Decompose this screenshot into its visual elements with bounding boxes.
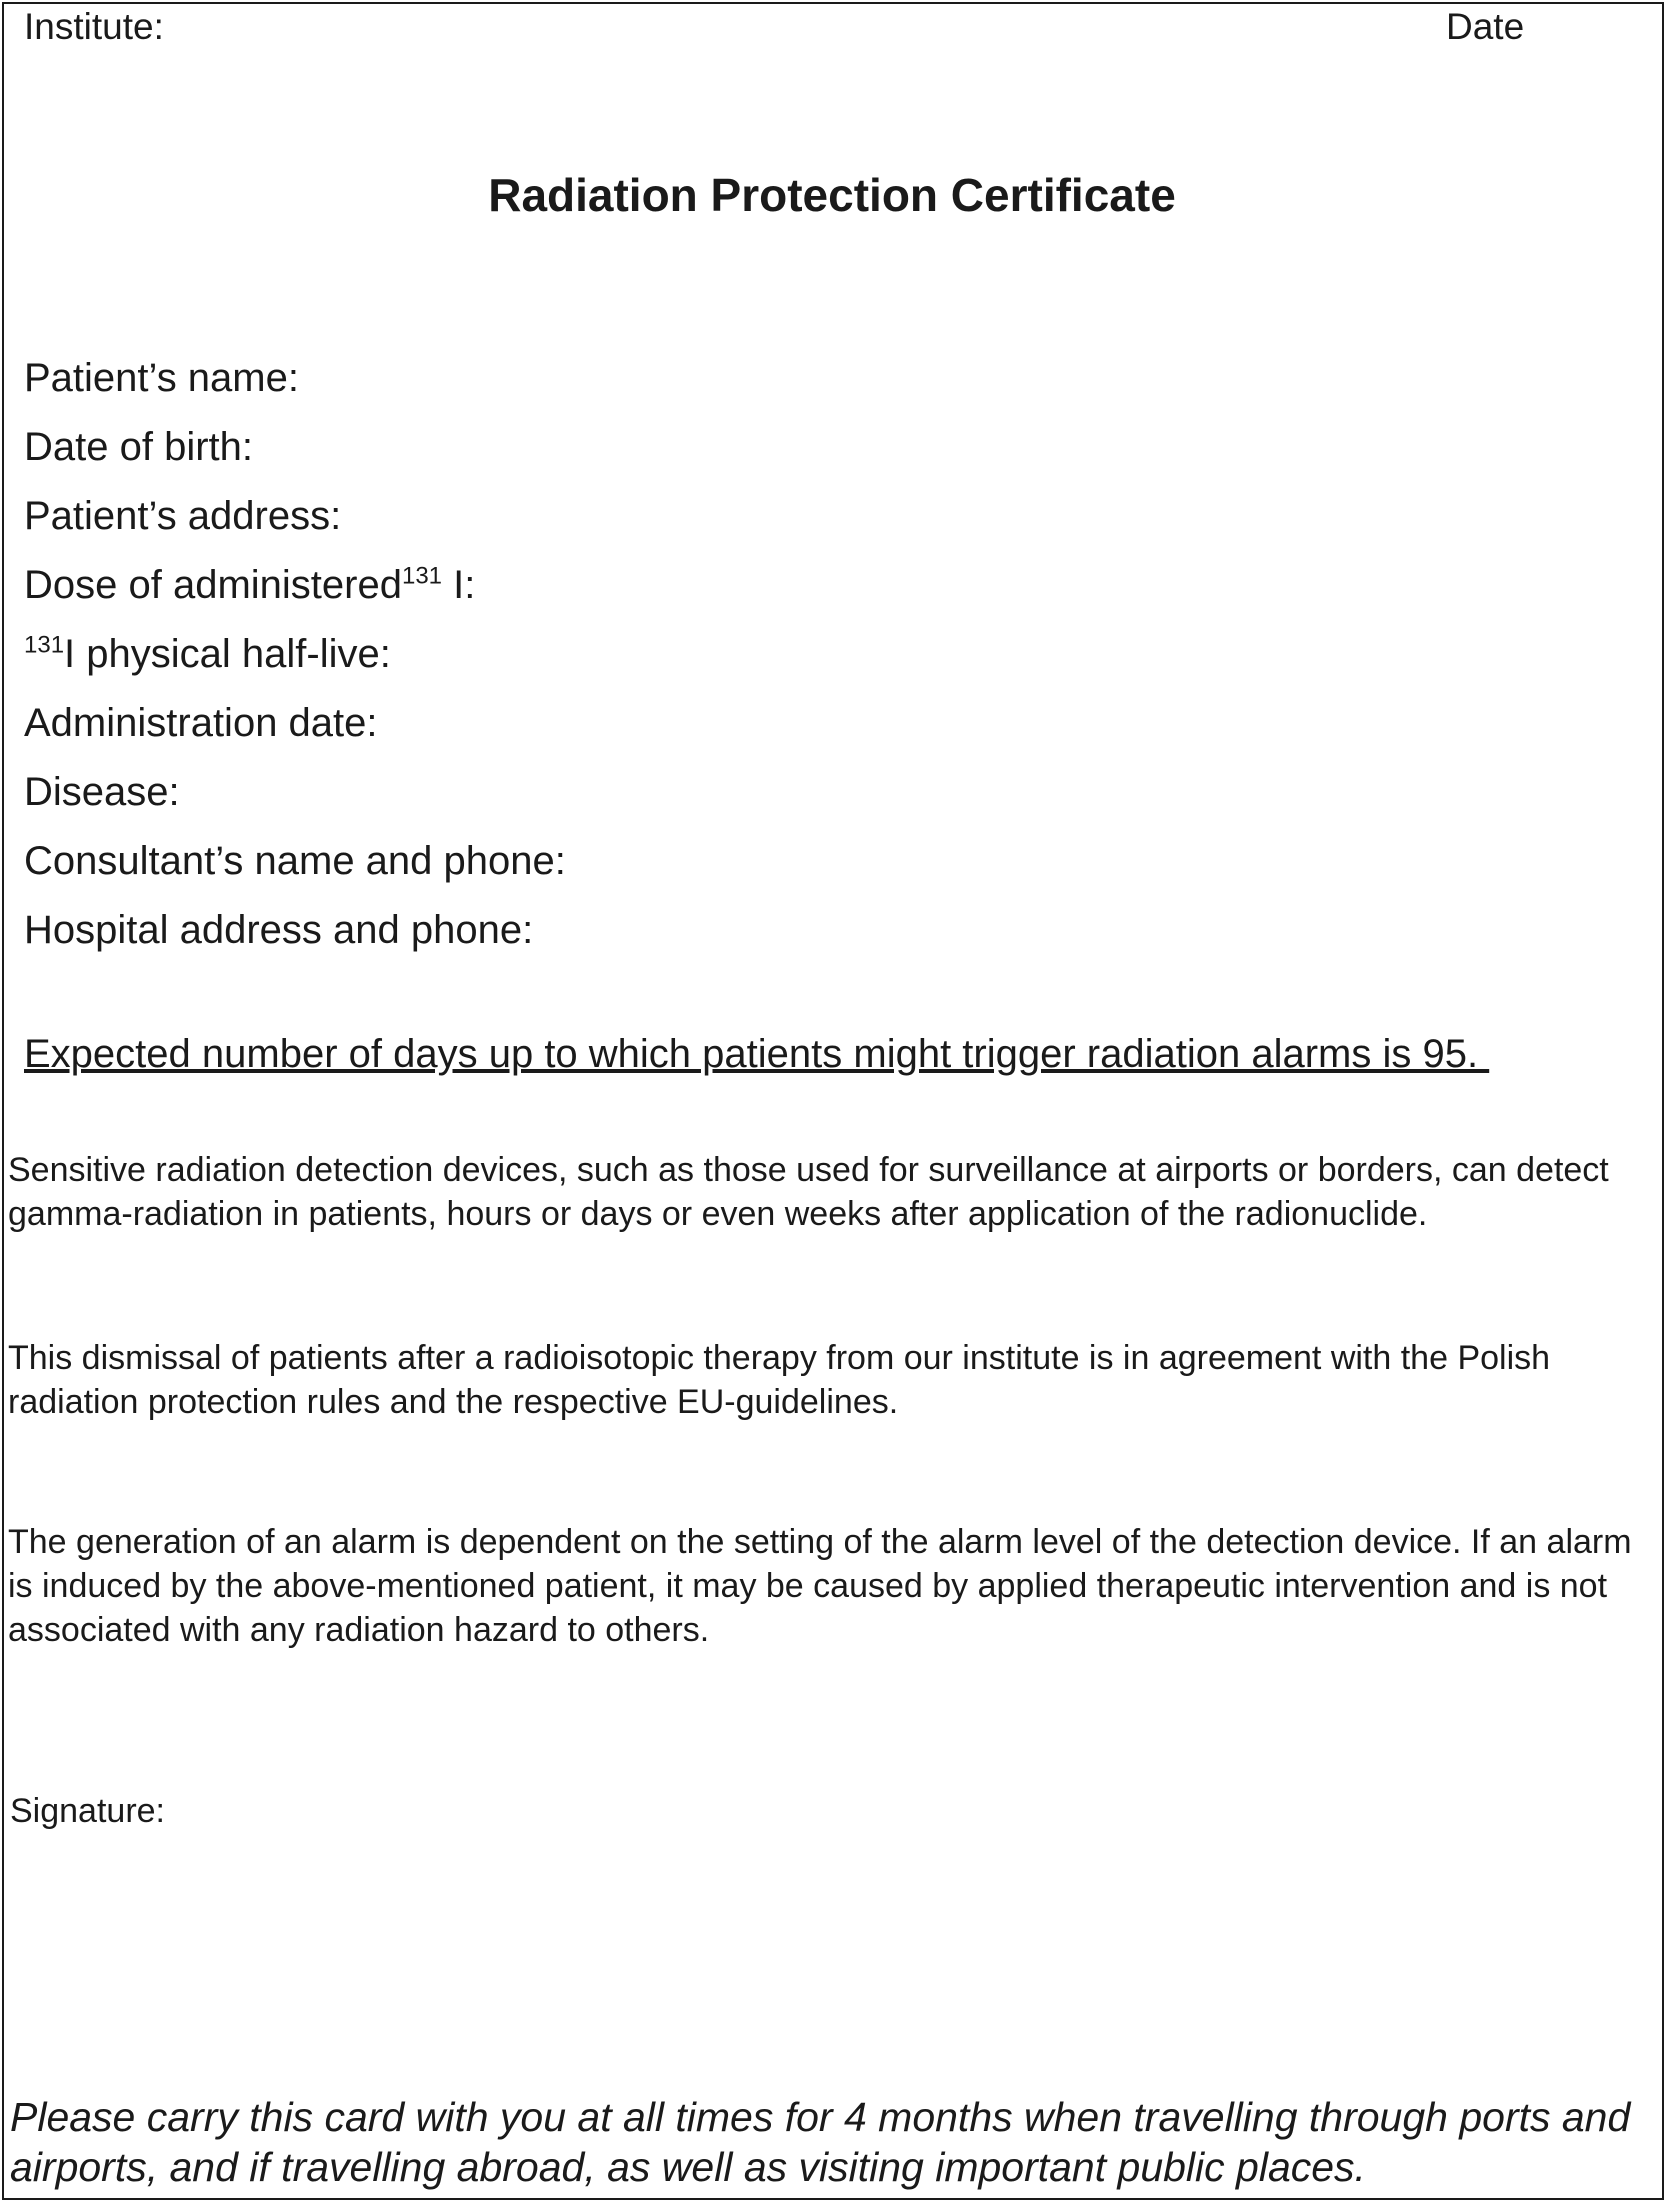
footer-note: Please carry this card with you at all times for 4 months when travelling through ports and airports, and if travelling abroad, as well as visiting important public places.	[10, 2094, 1631, 2190]
dose-field	[24, 563, 475, 608]
signature-label: Signature:	[10, 1792, 165, 1830]
patient-address-field: Patient’s address:	[24, 494, 342, 538]
disease-field: Disease:	[24, 770, 180, 814]
consultant-field: Consultant’s name and phone:	[24, 839, 566, 883]
dose-prefix: Dose of administered	[24, 563, 402, 607]
dose-isotope-superscript: 131	[401, 562, 443, 590]
half-life-isotope-superscript: 131	[24, 631, 65, 659]
alarm-generation-paragraph: The generation of an alarm is dependent on the setting of the alarm level of the detection device. If an alarm is induced by the above-mentioned patient, it may be caused by applied therapeutic intervention and is not associated with any radiation hazard to others.	[8, 1523, 1632, 1649]
hospital-field: Hospital address and phone:	[24, 908, 534, 952]
half-life-field	[24, 632, 391, 677]
dismissal-paragraph: This dismissal of patients after a radioisotopic therapy from our institute is in agreement with the Polish radiation protection rules and the respective EU-guidelines.	[8, 1339, 1551, 1421]
certificate-border	[2, 2, 1664, 2200]
alarm-notice: Expected number of days up to which patients might trigger radiation alarms is 95.	[24, 1032, 1490, 1076]
detection-paragraph: Sensitive radiation detection devices, such as those used for surveillance at airports or borders, can detect gamma-radiation in patients, hours or days or even weeks after application of the radionuclide.	[8, 1151, 1609, 1233]
date-of-birth-field: Date of birth:	[24, 425, 254, 469]
page-title: Radiation Protection Certificate	[488, 169, 1176, 221]
institute-label: Institute:	[24, 6, 164, 47]
administration-date-field: Administration date:	[24, 701, 378, 745]
date-label: Date	[1446, 6, 1525, 47]
dose-suffix: I:	[442, 563, 476, 607]
half-life-text: I physical half-live:	[64, 632, 391, 676]
patient-name-field: Patient’s name:	[24, 356, 299, 400]
